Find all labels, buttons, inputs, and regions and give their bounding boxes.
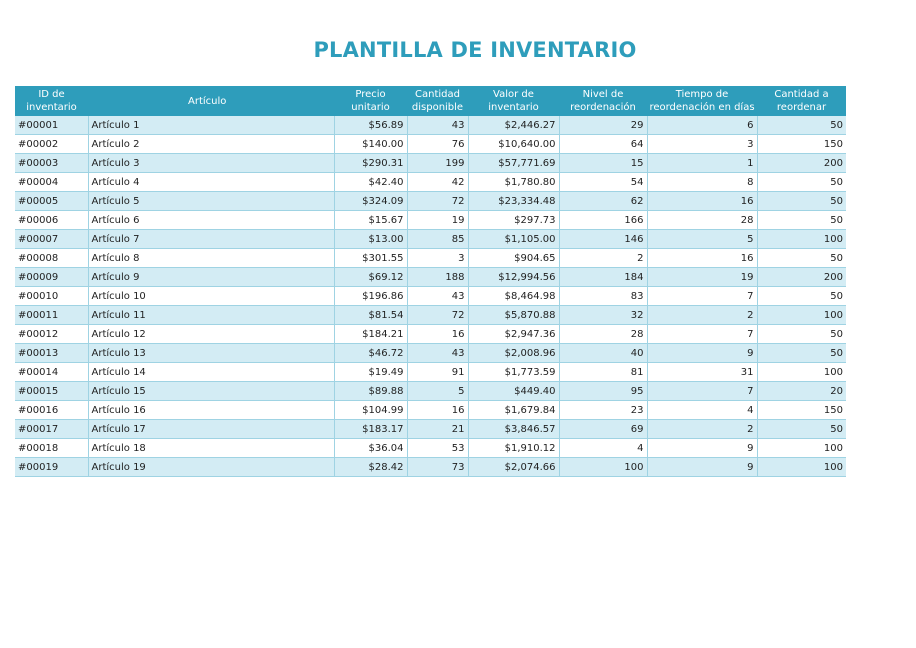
cell-item[interactable]: Artículo 10 [88, 287, 334, 306]
cell-item[interactable]: Artículo 3 [88, 154, 334, 173]
cell-inventory-value[interactable]: $904.65 [468, 249, 559, 268]
cell-reorder-days[interactable]: 4 [647, 401, 757, 420]
cell-unit-price[interactable]: $81.54 [334, 306, 407, 325]
cell-reorder-days[interactable]: 28 [647, 211, 757, 230]
cell-qty-available[interactable]: 16 [407, 401, 468, 420]
cell-reorder-days[interactable]: 7 [647, 325, 757, 344]
cell-qty-available[interactable]: 72 [407, 192, 468, 211]
cell-reorder-qty[interactable]: 50 [757, 420, 846, 439]
cell-qty-available[interactable]: 43 [407, 287, 468, 306]
cell-id[interactable]: #00019 [15, 458, 88, 477]
cell-item[interactable]: Artículo 8 [88, 249, 334, 268]
cell-qty-available[interactable]: 3 [407, 249, 468, 268]
cell-reorder-level[interactable]: 2 [559, 249, 647, 268]
table-row[interactable] [15, 458, 846, 477]
table-row[interactable] [15, 230, 846, 249]
cell-qty-available[interactable]: 5 [407, 382, 468, 401]
table-body [15, 116, 846, 477]
cell-reorder-level[interactable]: 15 [559, 154, 647, 173]
cell-reorder-qty[interactable]: 50 [757, 325, 846, 344]
table-row[interactable] [15, 344, 846, 363]
cell-unit-price[interactable]: $46.72 [334, 344, 407, 363]
cell-item[interactable]: Artículo 2 [88, 135, 334, 154]
cell-id[interactable]: #00009 [15, 268, 88, 287]
cell-id[interactable]: #00006 [15, 211, 88, 230]
cell-reorder-level[interactable]: 100 [559, 458, 647, 477]
cell-qty-available[interactable]: 76 [407, 135, 468, 154]
cell-reorder-days[interactable]: 3 [647, 135, 757, 154]
cell-qty-available[interactable]: 72 [407, 306, 468, 325]
cell-unit-price[interactable]: $56.89 [334, 116, 407, 135]
cell-reorder-qty[interactable]: 50 [757, 173, 846, 192]
col-header-reorder-level[interactable]: Nivel de reordenación [559, 86, 647, 116]
cell-unit-price[interactable]: $183.17 [334, 420, 407, 439]
cell-reorder-level[interactable]: 166 [559, 211, 647, 230]
cell-item[interactable]: Artículo 9 [88, 268, 334, 287]
cell-reorder-qty[interactable]: 50 [757, 192, 846, 211]
cell-id[interactable]: #00004 [15, 173, 88, 192]
cell-reorder-days[interactable]: 7 [647, 382, 757, 401]
table-row[interactable] [15, 154, 846, 173]
table-row[interactable] [15, 268, 846, 287]
table-row[interactable] [15, 135, 846, 154]
cell-reorder-level[interactable]: 28 [559, 325, 647, 344]
cell-reorder-days[interactable]: 9 [647, 344, 757, 363]
cell-unit-price[interactable]: $140.00 [334, 135, 407, 154]
cell-inventory-value[interactable]: $2,074.66 [468, 458, 559, 477]
cell-unit-price[interactable]: $15.67 [334, 211, 407, 230]
cell-reorder-days[interactable]: 9 [647, 458, 757, 477]
cell-item[interactable]: Artículo 19 [88, 458, 334, 477]
cell-id[interactable]: #00002 [15, 135, 88, 154]
cell-unit-price[interactable]: $290.31 [334, 154, 407, 173]
cell-reorder-days[interactable]: 5 [647, 230, 757, 249]
cell-id[interactable]: #00007 [15, 230, 88, 249]
cell-qty-available[interactable]: 199 [407, 154, 468, 173]
cell-inventory-value[interactable]: $1,780.80 [468, 173, 559, 192]
cell-reorder-qty[interactable]: 50 [757, 116, 846, 135]
table-row[interactable] [15, 382, 846, 401]
cell-item[interactable]: Artículo 12 [88, 325, 334, 344]
cell-item[interactable]: Artículo 5 [88, 192, 334, 211]
cell-reorder-qty[interactable]: 50 [757, 344, 846, 363]
table-row[interactable] [15, 249, 846, 268]
cell-inventory-value[interactable]: $449.40 [468, 382, 559, 401]
cell-inventory-value[interactable]: $8,464.98 [468, 287, 559, 306]
cell-item[interactable]: Artículo 16 [88, 401, 334, 420]
table-row[interactable] [15, 211, 846, 230]
cell-qty-available[interactable]: 42 [407, 173, 468, 192]
cell-reorder-level[interactable]: 32 [559, 306, 647, 325]
table-row[interactable] [15, 363, 846, 382]
cell-reorder-level[interactable]: 62 [559, 192, 647, 211]
cell-reorder-qty[interactable]: 100 [757, 230, 846, 249]
cell-item[interactable]: Artículo 4 [88, 173, 334, 192]
cell-reorder-days[interactable]: 19 [647, 268, 757, 287]
cell-qty-available[interactable]: 53 [407, 439, 468, 458]
cell-reorder-qty[interactable]: 150 [757, 135, 846, 154]
cell-reorder-days[interactable]: 8 [647, 173, 757, 192]
cell-id[interactable]: #00011 [15, 306, 88, 325]
cell-inventory-value[interactable]: $1,105.00 [468, 230, 559, 249]
cell-reorder-qty[interactable]: 20 [757, 382, 846, 401]
cell-reorder-level[interactable]: 64 [559, 135, 647, 154]
cell-reorder-days[interactable]: 9 [647, 439, 757, 458]
cell-id[interactable]: #00018 [15, 439, 88, 458]
cell-reorder-qty[interactable]: 50 [757, 287, 846, 306]
cell-id[interactable]: #00010 [15, 287, 88, 306]
cell-reorder-level[interactable]: 146 [559, 230, 647, 249]
cell-unit-price[interactable]: $69.12 [334, 268, 407, 287]
cell-id[interactable]: #00015 [15, 382, 88, 401]
cell-item[interactable]: Artículo 17 [88, 420, 334, 439]
col-header-unit-price[interactable]: Precio unitario [334, 86, 407, 116]
page-title: PLANTILLA DE INVENTARIO [313, 38, 637, 62]
col-header-inventory-value[interactable]: Valor de inventario [468, 86, 559, 116]
cell-inventory-value[interactable]: $12,994.56 [468, 268, 559, 287]
cell-unit-price[interactable]: $42.40 [334, 173, 407, 192]
cell-inventory-value[interactable]: $2,446.27 [468, 116, 559, 135]
col-header-reorder-qty[interactable]: Cantidad a reordenar [757, 86, 846, 116]
cell-item[interactable]: Artículo 15 [88, 382, 334, 401]
cell-inventory-value[interactable]: $5,870.88 [468, 306, 559, 325]
table-row[interactable] [15, 173, 846, 192]
table-row[interactable] [15, 325, 846, 344]
cell-inventory-value[interactable]: $57,771.69 [468, 154, 559, 173]
cell-item[interactable]: Artículo 6 [88, 211, 334, 230]
cell-unit-price[interactable]: $324.09 [334, 192, 407, 211]
cell-item[interactable]: Artículo 14 [88, 363, 334, 382]
cell-unit-price[interactable]: $36.04 [334, 439, 407, 458]
cell-item[interactable]: Artículo 11 [88, 306, 334, 325]
cell-unit-price[interactable]: $301.55 [334, 249, 407, 268]
table-row[interactable] [15, 401, 846, 420]
cell-inventory-value[interactable]: $10,640.00 [468, 135, 559, 154]
cell-unit-price[interactable]: $104.99 [334, 401, 407, 420]
table-row[interactable] [15, 116, 846, 135]
cell-reorder-level[interactable]: 83 [559, 287, 647, 306]
cell-id[interactable]: #00017 [15, 420, 88, 439]
cell-qty-available[interactable]: 19 [407, 211, 468, 230]
table-header [15, 86, 846, 116]
cell-inventory-value[interactable]: $297.73 [468, 211, 559, 230]
cell-qty-available[interactable]: 43 [407, 116, 468, 135]
table-row[interactable] [15, 439, 846, 458]
cell-item[interactable]: Artículo 7 [88, 230, 334, 249]
cell-qty-available[interactable]: 16 [407, 325, 468, 344]
cell-id[interactable]: #00016 [15, 401, 88, 420]
cell-reorder-qty[interactable]: 100 [757, 306, 846, 325]
cell-reorder-qty[interactable]: 200 [757, 268, 846, 287]
table-row[interactable] [15, 420, 846, 439]
cell-reorder-days[interactable]: 6 [647, 116, 757, 135]
cell-qty-available[interactable]: 73 [407, 458, 468, 477]
cell-reorder-qty[interactable]: 50 [757, 211, 846, 230]
cell-reorder-level[interactable]: 69 [559, 420, 647, 439]
cell-reorder-days[interactable]: 2 [647, 420, 757, 439]
cell-reorder-days[interactable]: 2 [647, 306, 757, 325]
cell-qty-available[interactable]: 43 [407, 344, 468, 363]
cell-reorder-days[interactable]: 16 [647, 192, 757, 211]
table-row[interactable] [15, 306, 846, 325]
cell-inventory-value[interactable]: $3,846.57 [468, 420, 559, 439]
cell-reorder-level[interactable]: 4 [559, 439, 647, 458]
cell-qty-available[interactable]: 21 [407, 420, 468, 439]
cell-inventory-value[interactable]: $2,947.36 [468, 325, 559, 344]
cell-reorder-level[interactable]: 184 [559, 268, 647, 287]
cell-id[interactable]: #00014 [15, 363, 88, 382]
cell-unit-price[interactable]: $196.86 [334, 287, 407, 306]
cell-reorder-qty[interactable]: 50 [757, 249, 846, 268]
cell-id[interactable]: #00008 [15, 249, 88, 268]
cell-id[interactable]: #00001 [15, 116, 88, 135]
cell-reorder-qty[interactable]: 200 [757, 154, 846, 173]
cell-id[interactable]: #00005 [15, 192, 88, 211]
col-header-id[interactable]: ID de inventario [15, 86, 88, 116]
cell-reorder-level[interactable]: 54 [559, 173, 647, 192]
cell-id[interactable]: #00003 [15, 154, 88, 173]
col-header-item[interactable]: Artículo [88, 86, 334, 116]
cell-unit-price[interactable]: $184.21 [334, 325, 407, 344]
cell-reorder-level[interactable]: 95 [559, 382, 647, 401]
cell-reorder-level[interactable]: 81 [559, 363, 647, 382]
table-row[interactable] [15, 287, 846, 306]
cell-reorder-qty[interactable]: 100 [757, 458, 846, 477]
inventory-table [15, 86, 846, 477]
cell-unit-price[interactable]: $19.49 [334, 363, 407, 382]
cell-qty-available[interactable]: 91 [407, 363, 468, 382]
cell-reorder-level[interactable]: 29 [559, 116, 647, 135]
cell-inventory-value[interactable]: $23,334.48 [468, 192, 559, 211]
cell-reorder-days[interactable]: 31 [647, 363, 757, 382]
cell-reorder-days[interactable]: 16 [647, 249, 757, 268]
cell-unit-price[interactable]: $28.42 [334, 458, 407, 477]
cell-qty-available[interactable]: 85 [407, 230, 468, 249]
cell-reorder-level[interactable]: 23 [559, 401, 647, 420]
cell-id[interactable]: #00012 [15, 325, 88, 344]
cell-qty-available[interactable]: 188 [407, 268, 468, 287]
cell-item[interactable]: Artículo 1 [88, 116, 334, 135]
cell-inventory-value[interactable]: $1,679.84 [468, 401, 559, 420]
cell-reorder-qty[interactable]: 100 [757, 363, 846, 382]
cell-unit-price[interactable]: $13.00 [334, 230, 407, 249]
header-row [15, 86, 846, 116]
cell-reorder-level[interactable]: 40 [559, 344, 647, 363]
cell-item[interactable]: Artículo 13 [88, 344, 334, 363]
cell-id[interactable]: #00013 [15, 344, 88, 363]
cell-inventory-value[interactable]: $2,008.96 [468, 344, 559, 363]
cell-inventory-value[interactable]: $1,773.59 [468, 363, 559, 382]
table-row[interactable] [15, 192, 846, 211]
cell-reorder-days[interactable]: 1 [647, 154, 757, 173]
cell-inventory-value[interactable]: $1,910.12 [468, 439, 559, 458]
cell-reorder-qty[interactable]: 100 [757, 439, 846, 458]
col-header-qty-available[interactable]: Cantidad disponible [407, 86, 468, 116]
cell-reorder-days[interactable]: 7 [647, 287, 757, 306]
cell-item[interactable]: Artículo 18 [88, 439, 334, 458]
cell-unit-price[interactable]: $89.88 [334, 382, 407, 401]
col-header-reorder-days[interactable]: Tiempo de reordenación en días [647, 86, 757, 116]
cell-reorder-qty[interactable]: 150 [757, 401, 846, 420]
